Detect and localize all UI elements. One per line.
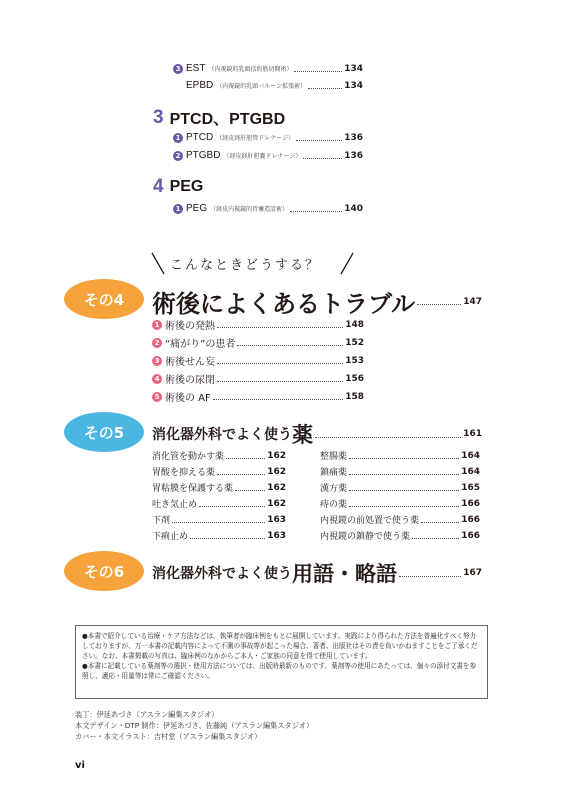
toc-item-label: 胃粘膜を保護する薬 <box>152 484 234 494</box>
number-badge: 3 <box>173 64 183 74</box>
toc-item-note: （経皮内視鏡的胃瘻造設術） <box>210 206 289 213</box>
toc-item-label: 整腸薬 <box>320 452 348 462</box>
leader-dots <box>217 327 343 328</box>
page-number: 165 <box>461 482 480 493</box>
notice-paragraph: ●本書で紹介している治療・ケア方法などは、執筆者が臨床例をもとに展開しています。実践により得られた方法を普遍化すべく努力しておりますが、万一本書の記載内容によって不測の事故等が起こった場合、著者、出版社はその責を負いかねますことをご了承ください。なお、本書掲載の写真は、臨床例のなかからご本人・ご家族の同意を得て使用しています。 <box>82 632 478 660</box>
toc-item-note: （経皮経肝胆管ドレナージ） <box>216 135 295 142</box>
page-number: 167 <box>463 568 482 578</box>
toc-item-label: PEG <box>186 203 208 214</box>
toc-item-drug[interactable] <box>152 449 286 462</box>
part-title: 術後によくあるトラブル <box>152 290 416 318</box>
toc-item-label: PTCD <box>186 132 214 143</box>
toc-item-drug[interactable] <box>320 529 480 542</box>
toc-item-label: 術後の尿閉 <box>165 375 215 386</box>
leader-dots <box>190 538 265 539</box>
toc-item-label: 鎮痛薬 <box>320 468 348 478</box>
toc-item-label: 胃酸を抑える薬 <box>152 468 216 478</box>
toc-item-label: 内視鏡の鎮静で使う薬 <box>320 532 411 542</box>
toc-item-est[interactable] <box>173 63 363 74</box>
page-number: 148 <box>345 319 364 330</box>
page-number: 163 <box>267 530 286 541</box>
toc-item-drug[interactable] <box>152 529 286 542</box>
toc-item-label: EPBD <box>186 80 214 91</box>
toc-item-drug[interactable] <box>152 465 286 478</box>
part-title-emphasis: 用語・略語 <box>292 562 397 586</box>
page-number: 163 <box>267 514 286 525</box>
leader-dots <box>421 522 459 523</box>
banner-text: こんなときどうする？ <box>170 258 321 273</box>
leader-dots <box>349 490 459 491</box>
toc-item-label: 内視鏡の前処置で使う薬 <box>320 516 420 526</box>
page-number: 166 <box>461 530 480 541</box>
toc-item-peg[interactable] <box>173 203 363 214</box>
toc-item-label: EST <box>186 63 206 74</box>
page-number: 136 <box>344 132 363 143</box>
page-number: 164 <box>461 466 480 477</box>
credit-line: カバー・本文イラスト：吉村堂（アスラン編集スタジオ） <box>75 732 262 741</box>
page-number: 153 <box>345 355 364 366</box>
page-folio: vi <box>75 760 85 771</box>
leader-dots <box>349 474 459 475</box>
part-6-heading[interactable] <box>152 558 482 588</box>
part-title: 消化器外科でよく使う <box>152 566 292 582</box>
part-4-badge: その4 <box>64 279 144 319</box>
leader-dots <box>399 576 461 577</box>
page-number: 162 <box>267 482 286 493</box>
page-number: 158 <box>345 391 364 402</box>
toc-item-label: 下剤 <box>152 516 171 526</box>
leader-dots <box>235 490 265 491</box>
toc-item-label: 術後の発熱 <box>165 321 215 332</box>
toc-item-fever[interactable] <box>152 317 364 332</box>
section-number: 4 <box>153 176 164 197</box>
leader-dots <box>294 71 342 72</box>
toc-item-pain[interactable] <box>152 335 364 350</box>
page-number: 140 <box>344 203 363 214</box>
page-number: 136 <box>344 150 363 161</box>
toc-item-note: （経皮経肝胆嚢ドレナージ） <box>223 153 302 160</box>
section-title: PEG <box>169 178 204 195</box>
toc-item-ptgbd[interactable] <box>173 150 363 161</box>
page-number: 162 <box>267 450 286 461</box>
page-number: 162 <box>267 466 286 477</box>
leader-dots <box>172 522 265 523</box>
page-number: 166 <box>461 514 480 525</box>
leader-dots <box>226 458 265 459</box>
page-number: 152 <box>345 337 364 348</box>
toc-item-label: 下痢止め <box>152 532 189 542</box>
section-number: 3 <box>153 106 164 128</box>
toc-item-label: 消化管を動かす薬 <box>152 452 225 462</box>
credit-line: 本文デザイン・DTP 制作：伊延あづさ、佐藤純（アスラン編集スタジオ） <box>75 721 314 730</box>
part-6-badge: その6 <box>64 551 144 591</box>
number-badge: 2 <box>152 338 162 348</box>
page-number: 164 <box>461 450 480 461</box>
toc-item-label: 漢方薬 <box>320 484 348 494</box>
toc-item-label: 吐き気止め <box>152 500 198 510</box>
toc-item-label: 術後せん妄 <box>165 357 215 368</box>
toc-item-drug[interactable] <box>320 465 480 478</box>
toc-item-note: （内視鏡的乳頭バルーン拡張術） <box>216 83 307 90</box>
page-number: 156 <box>345 373 364 384</box>
toc-item-label: 術後の AF <box>165 393 211 404</box>
leader-dots <box>308 88 342 89</box>
leader-dots <box>290 211 342 212</box>
toc-item-drug[interactable] <box>152 481 286 494</box>
section-3-heading[interactable] <box>153 106 285 129</box>
toc-item-note: （内視鏡的乳頭括約筋切開術） <box>208 66 293 73</box>
page-number: 134 <box>344 80 363 91</box>
page-number: 134 <box>344 63 363 74</box>
number-badge: 4 <box>152 374 162 384</box>
number-badge: 5 <box>152 392 162 402</box>
leader-dots <box>213 399 343 400</box>
number-badge: 1 <box>173 133 183 143</box>
number-badge: 3 <box>152 356 162 366</box>
toc-item-ptcd[interactable] <box>173 132 363 143</box>
banner <box>150 250 355 276</box>
toc-item-drug[interactable] <box>320 481 480 494</box>
leader-dots <box>417 304 461 305</box>
toc-item-af[interactable] <box>152 389 364 404</box>
leader-dots <box>237 345 343 346</box>
page-number: 166 <box>461 498 480 509</box>
page-number: 147 <box>463 296 482 307</box>
leader-dots <box>349 458 459 459</box>
part-5-badge: その5 <box>64 412 144 452</box>
leader-dots <box>217 381 343 382</box>
leader-dots <box>199 506 265 507</box>
notice-box <box>75 625 488 699</box>
toc-item-epbd[interactable] <box>186 80 363 91</box>
toc-item-label: “痛がり”の患者 <box>165 339 236 350</box>
number-badge: 1 <box>173 204 183 214</box>
section-title: PTCD、PTGBD <box>169 111 286 128</box>
leader-dots <box>349 506 459 507</box>
toc-item-drug[interactable] <box>320 497 480 510</box>
number-badge: 1 <box>152 320 162 330</box>
leader-dots <box>217 363 343 364</box>
toc-item-drug[interactable] <box>320 513 480 526</box>
page-number: 161 <box>463 429 482 439</box>
toc-item-drug[interactable] <box>152 513 286 526</box>
part-5-heading[interactable] <box>152 419 482 449</box>
number-badge: 2 <box>173 151 183 161</box>
page-number: 162 <box>267 498 286 509</box>
credit-line: 装丁：伊延あづさ（アスラン編集スタジオ） <box>75 710 219 719</box>
leader-dots <box>296 140 342 141</box>
part-title-emphasis: 薬 <box>292 423 313 447</box>
leader-dots <box>412 538 459 539</box>
toc-item-label: PTGBD <box>186 150 221 161</box>
notice-paragraph: ●本書に記載している薬剤等の選択・使用方法については、出版時最新のものです。薬剤等の使用にあたっては、個々の添付文書を参照し、適応・用量等は常にご確認ください。 <box>82 662 477 680</box>
section-4-heading[interactable] <box>153 176 203 198</box>
toc-item-delirium[interactable] <box>152 353 364 368</box>
toc-item-drug[interactable] <box>152 497 286 510</box>
credits <box>75 709 313 742</box>
toc-item-label: 痔の薬 <box>320 500 348 510</box>
part-title: 消化器外科でよく使う <box>152 427 292 443</box>
leader-dots <box>217 474 265 475</box>
toc-item-urinary-retention[interactable] <box>152 371 364 386</box>
leader-dots <box>303 158 342 159</box>
toc-item-drug[interactable] <box>320 449 480 462</box>
leader-dots <box>315 437 461 438</box>
part-4-heading[interactable] <box>152 284 482 319</box>
